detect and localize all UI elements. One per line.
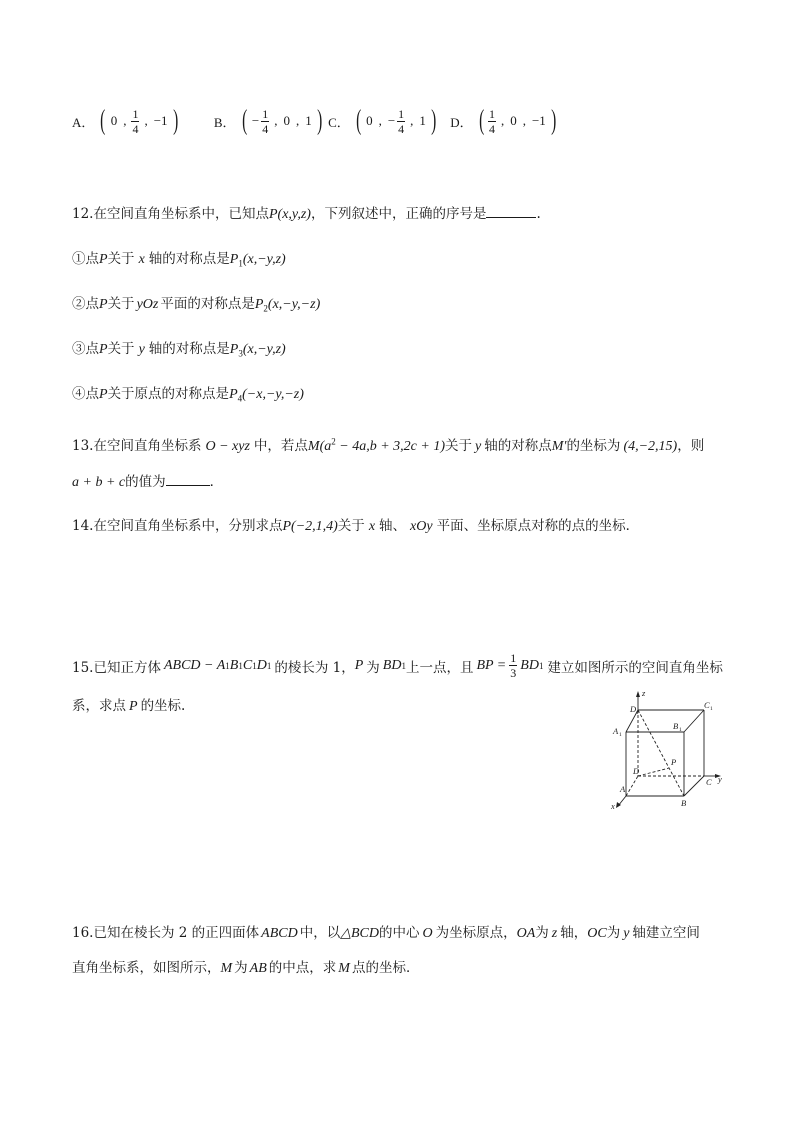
label-y: y	[718, 774, 722, 784]
label-b1: B	[673, 721, 679, 731]
edge-b1c1	[684, 710, 704, 732]
option-b[interactable]: B． ( − $\frac{1}{4}$ , 0 , 1 )	[213, 105, 322, 136]
edge-bc	[684, 776, 704, 796]
label-p: P	[671, 757, 677, 767]
option-a[interactable]: A． ( 0 , $\frac{1}{4}$ , −1 )	[72, 105, 178, 136]
question-16-line-1: 16.已知在棱长为 2 的正四面体 ABCD 中，以△BCD的中心 O 为坐标原点，OA为 z 轴，OC为 y 轴建立空间	[72, 925, 700, 941]
svg-text:1: 1	[619, 732, 622, 738]
q12-item-4: ④点P关于原点的对称点是$P_4(-x,-y,-z)$	[72, 386, 304, 404]
question-14: 14.在空间直角坐标系中，分别求点P(−2,1,4)关于 x 轴、 xOy 平面、坐标原点对称的点的坐标．	[72, 518, 640, 534]
svg-text:1: 1	[679, 727, 682, 733]
edge-ad	[626, 776, 638, 796]
question-16-line-2: 直角坐标系，如图所示，M 为 AB 的中点，求 M 点的坐标．	[72, 960, 420, 976]
cube-coordinate-figure	[606, 688, 728, 810]
fraction: $\frac{1}{4}$	[132, 106, 139, 136]
answer-blank[interactable]	[486, 217, 536, 218]
z-axis-arrow	[636, 691, 640, 697]
fraction: $\frac{1}{4}$	[398, 106, 405, 136]
label-a: A	[620, 784, 626, 794]
question-15-line-2: 系，求点 P 的坐标.	[72, 698, 186, 714]
label-a1: A	[613, 726, 619, 736]
svg-text:1: 1	[710, 706, 713, 712]
option-d[interactable]: D． ( $\frac{1}{4}$ , 0 , −1 )	[450, 105, 557, 136]
option-c[interactable]: C． ( 0 , − $\frac{1}{4}$ , 1 )	[328, 105, 437, 136]
question-13-line-1: 13.在空间直角坐标系 O − xyz 中，若点$M(a^2 - 4a,b + 3,2c + 1)$关于 y 轴的对称点M′的坐标为 (4,−2,15)，则	[72, 436, 705, 454]
q12-item-1: ①点P关于 x 轴的对称点是$P_1(x,-y,z)$	[72, 251, 286, 269]
answer-options	[72, 104, 558, 138]
answer-blank[interactable]	[166, 485, 210, 486]
svg-text:1: 1	[636, 710, 639, 716]
label-c: C	[706, 777, 712, 787]
fraction: $\frac{1}{3}$	[510, 651, 517, 680]
label-d: D	[633, 766, 640, 776]
label-d1: D	[630, 704, 637, 714]
fraction: $\frac{1}{4}$	[262, 106, 269, 136]
question-12-stem: 12.在空间直角坐标系中，已知点P(x,y,z)，下列叙述中，正确的序号是 .	[72, 206, 541, 222]
label-b: B	[681, 798, 687, 808]
label-x: x	[611, 801, 615, 810]
label-z: z	[642, 688, 646, 698]
label-c1: C	[704, 700, 710, 710]
question-13-line-2: a + b + c的值为 ．	[72, 474, 224, 490]
fraction: $\frac{1}{4}$	[488, 106, 495, 136]
segment-dp	[638, 768, 669, 776]
q12-item-3: ③点P关于 y 轴的对称点是$P_3(x,-y,z)$	[72, 341, 286, 359]
question-15-line-1: 15.已知正方体 ABCD − A 1 B 1 C 1 D 1 的棱长为 1， P 为 BD 1 上一点，且 BP = $\frac{1}{3}$ BD 1 建立如图所示的空间直角坐标	[72, 651, 723, 680]
q12-item-2: ②点P关于 yOz 平面的对称点是$P_2(x,-y,-z)$	[72, 296, 321, 314]
